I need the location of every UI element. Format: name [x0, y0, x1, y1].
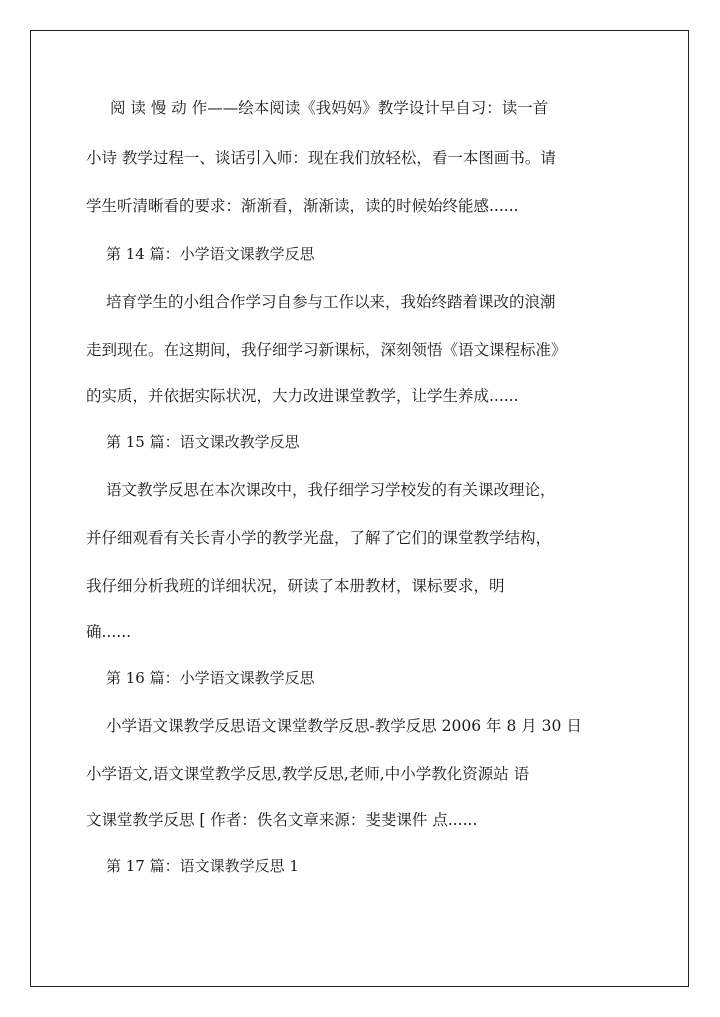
page-border	[30, 30, 689, 987]
heading-17: 第 17 篇：语文课教学反思 1	[106, 857, 299, 875]
para2-line1: 培育学生的小组合作学习自参与工作以来，我始终踏着课改的浪潮	[106, 293, 556, 311]
heading-16: 第 16 篇：小学语文课教学反思	[106, 669, 315, 687]
heading-14: 第 14 篇：小学语文课教学反思	[106, 245, 315, 263]
para4-line2: 小学语文,语文课堂教学反思,教学反思,老师,中小学教化资源站 语	[86, 765, 530, 783]
para2-line3: 的实质，并依据实际状况，大力改进课堂教学，让学生养成......	[86, 387, 519, 405]
heading-15: 第 15 篇：语文课改教学反思	[106, 433, 300, 451]
para4-line3: 文课堂教学反思 [ 作者：佚名文章来源：斐斐课件 点......	[86, 811, 478, 829]
para2-line2: 走到现在。在这期间，我仔细学习新课标，深刻领悟《语文课程标准》	[86, 341, 567, 359]
para3-line4: 确......	[86, 623, 132, 641]
para3-line1: 语文教学反思在本次课改中，我仔细学习学校发的有关课改理论，	[106, 481, 556, 499]
para4-line1: 小学语文课教学反思语文课堂教学反思-教学反思 2006 年 8 月 30 日	[106, 717, 582, 735]
para1-line3: 学生听清晰看的要求：渐渐看，渐渐读，读的时候始终能感......	[86, 197, 519, 215]
para1-line2: 小诗 教学过程一、谈话引入师：现在我们放轻松，看一本图画书。请	[86, 149, 556, 167]
para3-line2: 并仔细观看有关长青小学的教学光盘，了解了它们的课堂教学结构，	[86, 529, 552, 547]
para1-line1: 阅 读 慢 动 作——绘本阅读《我妈妈》教学设计早自习：读一首	[110, 99, 549, 117]
para3-line3: 我仔细分析我班的详细状况，研读了本册教材，课标要求，明	[86, 577, 505, 595]
